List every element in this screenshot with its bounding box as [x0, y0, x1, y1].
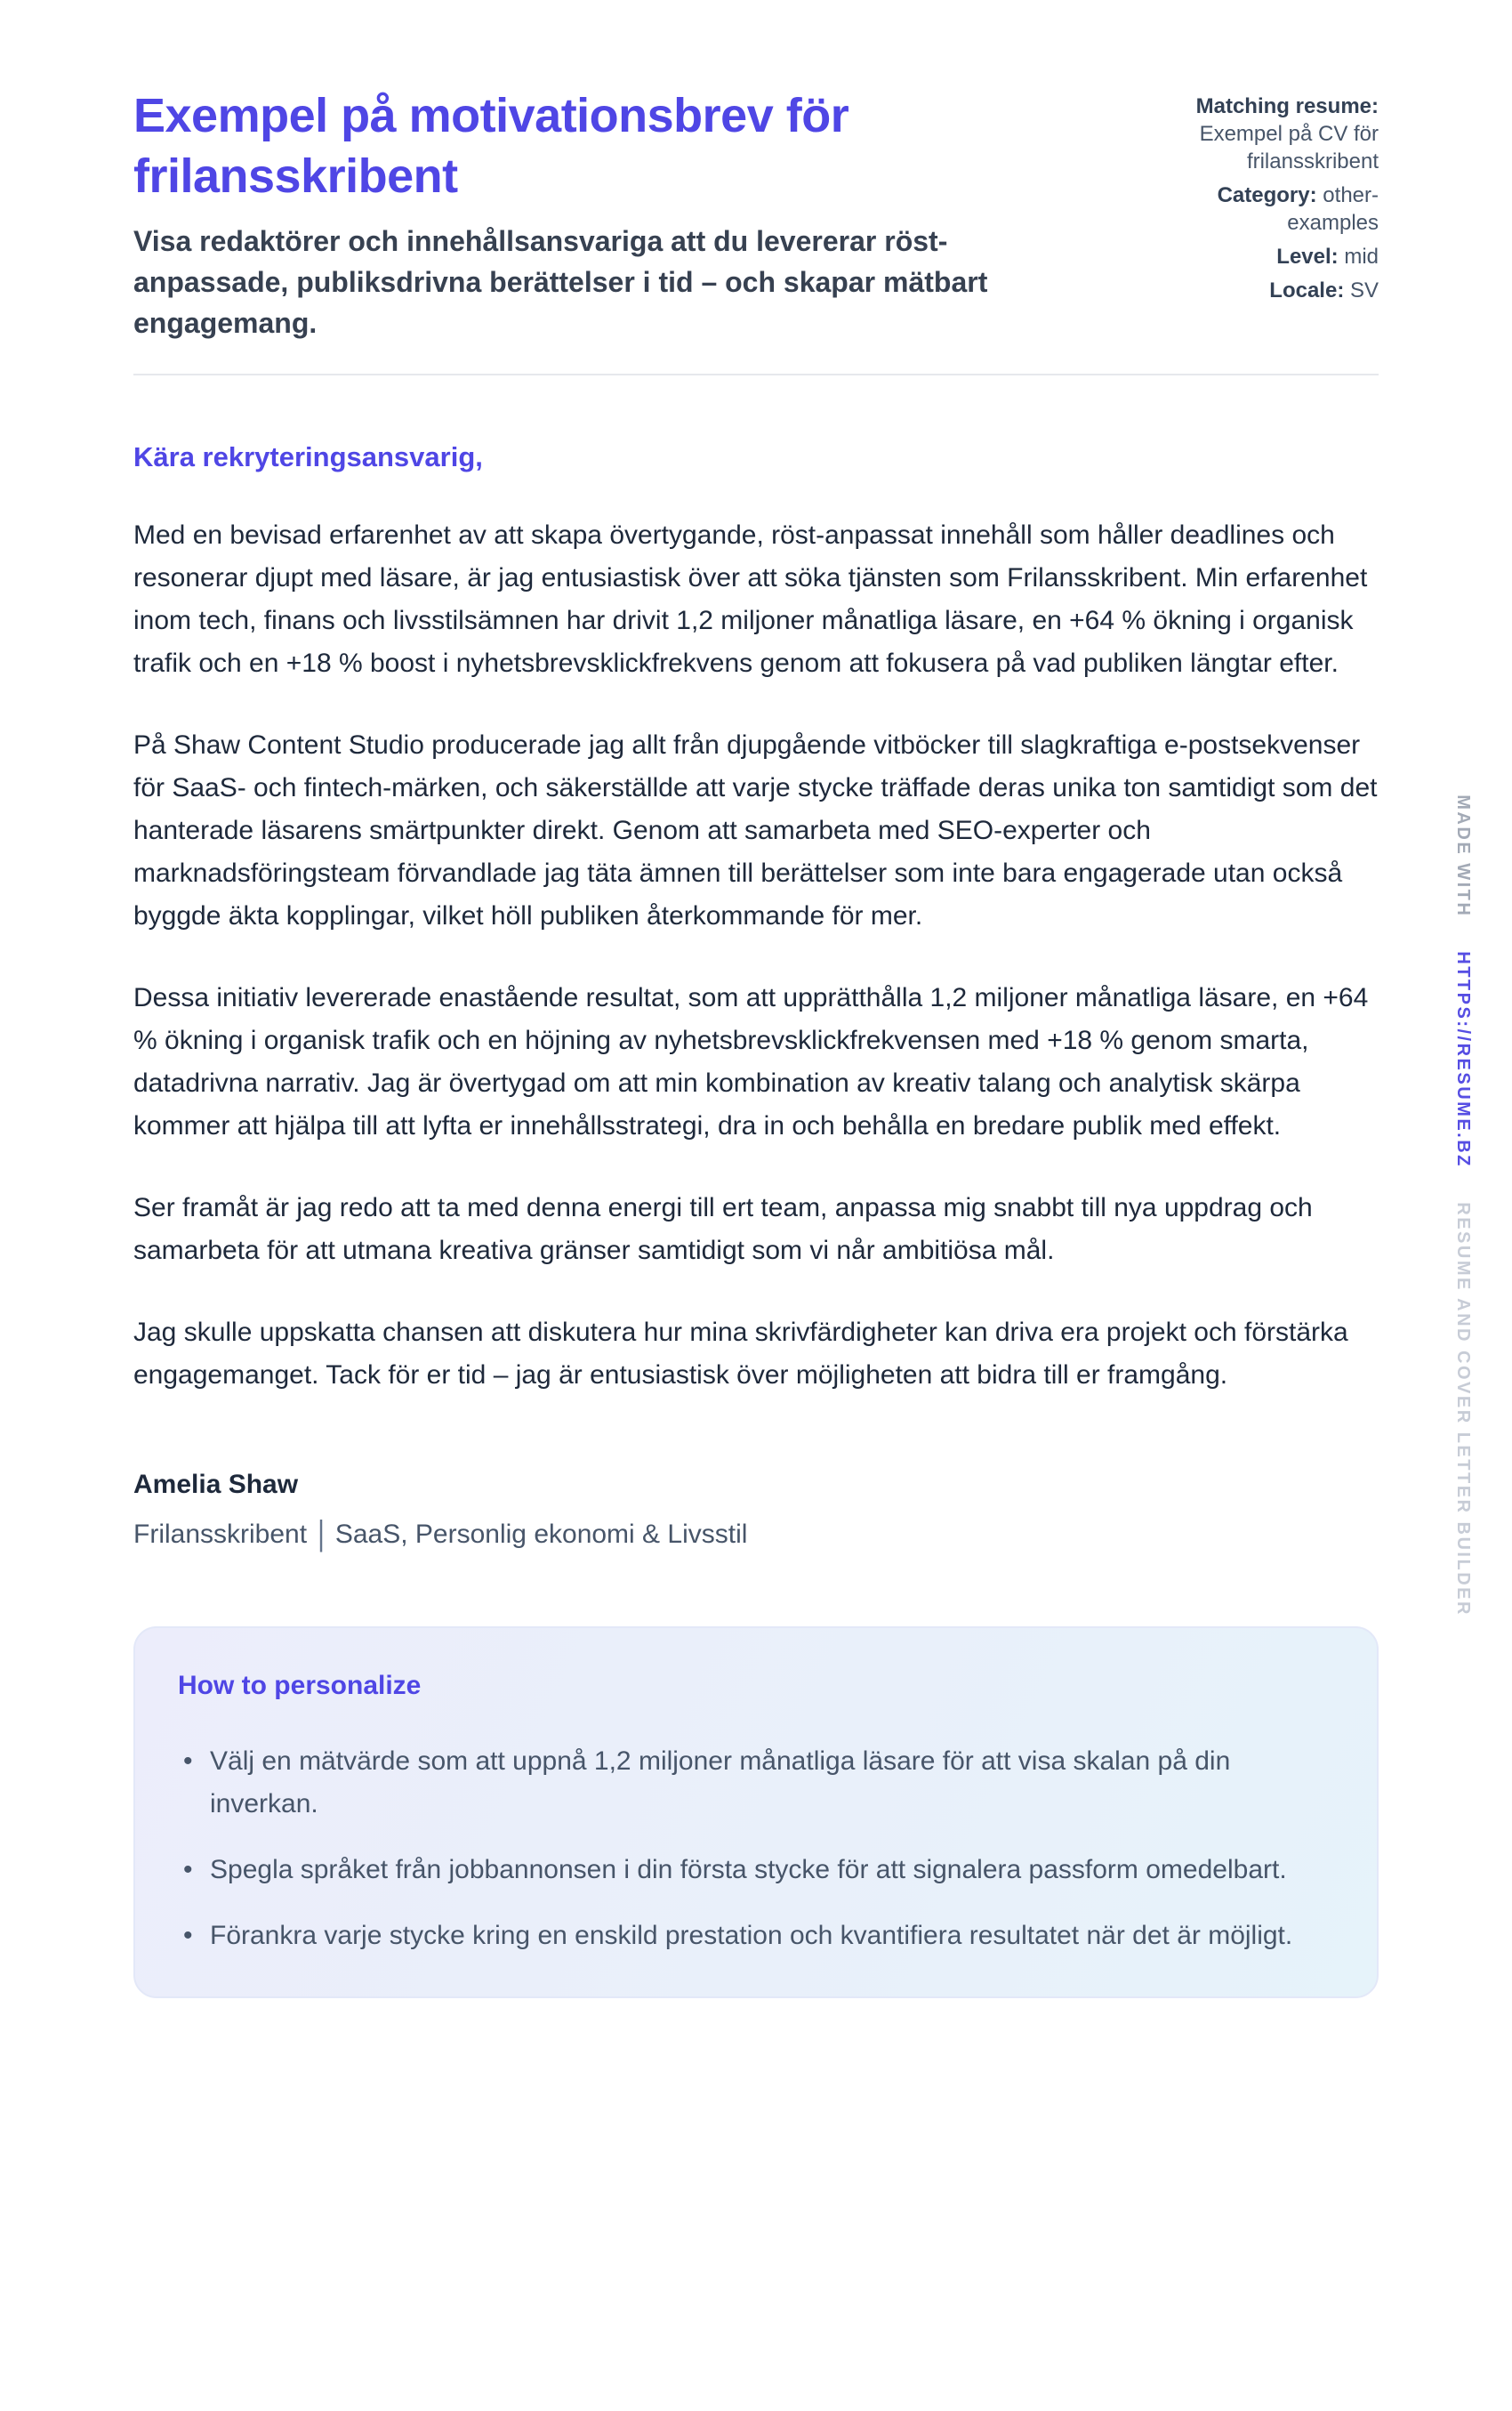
meta-value: Exempel på CV för frilansskribent [1199, 122, 1379, 173]
meta-label: Level: [1276, 245, 1339, 269]
watermark-url-link[interactable]: HTTPS://RESUME.BZ [1453, 951, 1473, 1168]
personalize-tip-text: Förankra varje stycke kring en enskild prestation och kvantifiera resultatet när det är möjligt. [210, 1921, 1293, 1950]
meta-label: Category: [1217, 183, 1317, 207]
side-watermark [1452, 794, 1473, 1616]
header-title-block [133, 85, 1170, 343]
watermark-tagline: RESUME AND COVER LETTER BUILDER [1453, 1202, 1473, 1617]
bullet-icon: • [183, 1746, 193, 1776]
signature-role-detail: SaaS, Personlig ekonomi & Livsstil [334, 1520, 748, 1549]
meta-item-category [1170, 181, 1379, 237]
signature-name: Amelia Shaw [133, 1470, 299, 1499]
meta-item-level [1170, 243, 1379, 270]
cover-letter-page [133, 0, 1379, 2083]
personalize-tip [178, 1915, 1334, 1957]
role-separator: | [318, 1514, 325, 1553]
personalize-tip-text: Spegla språket från jobbannonsen i din första stycke för att signalera passform omedelbart. [210, 1855, 1287, 1884]
watermark-made-with: MADE WITH [1453, 794, 1473, 918]
bullet-icon: • [183, 1921, 193, 1950]
bullet-icon: • [183, 1855, 193, 1884]
page-header [133, 85, 1379, 343]
signature-role-title: Frilansskribent [133, 1520, 308, 1549]
meta-item-locale [1170, 277, 1379, 304]
page-title: Exempel på motivationsbrev för frilansskribent [133, 89, 849, 203]
personalize-title: How to personalize [178, 1671, 422, 1700]
meta-value: other-examples [1287, 183, 1379, 235]
header-divider [133, 374, 1379, 375]
letter-paragraph: På Shaw Content Studio producerade jag allt från djupgående vitböcker till slagkraftiga e-postsekvenser för SaaS- och fintech-märken, och säkerställde att varje stycke träffade deras unika ton samtidigt som det hanterade läsarens smärtpunkter direkt. Genom att samarbeta med SEO-experter och marknadsföringsteam förvandlade jag täta ämnen till berättelser som inte bara engagerade utan också byggde äkta kopplingar, vilket höll publiken återkommande för mer. [133, 730, 1378, 931]
letter-paragraph: Dessa initiativ levererade enastående resultat, som att upprätthålla 1,2 miljoner månatliga läsare, en +64 % ökning i organisk trafik och en höjning av nyhetsbrevsklickfrekvensen med +18 % genom smarta, datadrivna narrativ. Jag är övertygad om att min kombination av kreativ talang och analytisk skärpa kommer att hjälpa till att lyfta er innehållsstrategi, dra in och behålla en bredare publik med effekt. [133, 983, 1369, 1141]
meta-label: Matching resume: [1195, 94, 1379, 118]
meta-item-matching-resume [1170, 93, 1379, 175]
letter-paragraph: Jag skulle uppskatta chansen att diskutera hur mina skrivfärdigheter kan driva era projekt och förstärka engagemanget. Tack för er tid – jag är entusiastisk över möjligheten att bidra till er framgång. [133, 1318, 1348, 1390]
personalize-tip-text: Välj en mätvärde som att uppnå 1,2 miljoner månatliga läsare för att visa skalan på din inverkan. [210, 1746, 1231, 1818]
personalize-list [178, 1740, 1334, 1957]
signature-role [133, 1514, 1379, 1553]
letter-body [133, 441, 1379, 1553]
meta-value: mid [1344, 245, 1379, 269]
personalize-tip [178, 1849, 1334, 1891]
meta-panel [1170, 93, 1379, 310]
signature-block [133, 1470, 1379, 1553]
letter-greeting: Kära rekryteringsansvarig, [133, 441, 483, 472]
letter-paragraph: Ser framåt är jag redo att ta med denna energi till ert team, anpassa mig snabbt till nya uppdrag och samarbeta för att utmana kreativa gränser samtidigt som vi når ambitiösa mål. [133, 1193, 1313, 1265]
letter-paragraph: Med en bevisad erfarenhet av att skapa övertygande, röst-anpassat innehåll som håller deadlines och resonerar djupt med läsare, är jag entusiastisk över att söka tjänsten som Frilansskribent. Min erfarenhet inom tech, finans och livsstilsämnen har drivit 1,2 miljoner månatliga läsare, en +64 % ökning i organisk trafik och en +18 % boost i nyhetsbrevsklickfrekvens genom att fokusera på vad publiken längtar efter. [133, 520, 1368, 678]
page-subtitle: Visa redaktörer och innehållsansvariga att du levererar röst-anpassade, publiksdrivna berättelser i tid – och skapar mätbart engagemang. [133, 225, 988, 339]
how-to-personalize-box [133, 1626, 1379, 1998]
meta-value: SV [1349, 278, 1379, 302]
meta-label: Locale: [1269, 278, 1345, 302]
personalize-tip [178, 1740, 1334, 1826]
